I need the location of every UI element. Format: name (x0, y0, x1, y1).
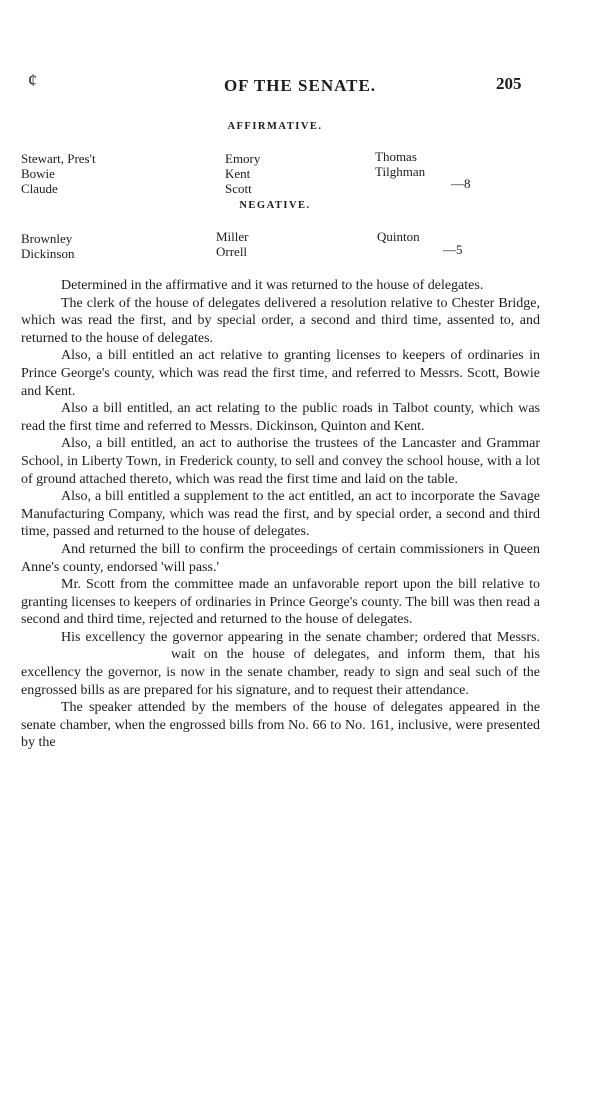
governor-text-end: wait on the house of delegates, and inform them, that his excellency the governor, is now in the senate chamber, ready to sign and seal such of the engrossed bills as are prepared for his signature, and to request their attendance. (21, 647, 540, 698)
vote-name: Bowie (21, 166, 55, 181)
vote-name: Brownley (21, 231, 73, 246)
vote-name: Quinton (377, 229, 420, 244)
vote-name: Tilghman (375, 164, 426, 179)
affirmative-tally: —8 (451, 176, 471, 191)
negative-heading: NEGATIVE. (239, 200, 311, 211)
vote-name: Dickinson (21, 246, 75, 261)
paragraph: Also a bill entitled, an act relating to the public roads in Talbot county, which was read the first time and referred to Messrs. Dickinson, Quinton and Kent. (21, 401, 540, 434)
vote-name: Thomas (375, 149, 417, 164)
vote-name: Scott (225, 181, 252, 196)
journal-text (21, 277, 540, 752)
paragraph: Determined in the affirmative and it was returned to the house of delegates. (61, 278, 484, 293)
affirmative-heading: AFFIRMATIVE. (227, 121, 323, 132)
affirmative-column-3 (375, 149, 425, 179)
negative-tally: —5 (443, 242, 463, 257)
negative-column-2 (216, 229, 249, 259)
vote-name: Claude (21, 181, 58, 196)
paragraph: And returned the bill to confirm the proceedings of certain commissioners in Queen Anne's county, endorsed 'will pass.' (21, 541, 540, 575)
governor-text-start: His excellency the governor appearing in the senate chamber; ordered that Messrs. (61, 629, 540, 645)
negative-column-3 (377, 229, 420, 244)
margin-mark: ¢ (28, 70, 37, 90)
vote-name: Miller (216, 229, 249, 244)
paragraph: Also, a bill entitled a supplement to the act entitled, an act to incorporate the Savage Manufacturing Company, which was read the first, and by special order, a second and third time, passed and returned to the house of delegates. (21, 489, 540, 540)
running-title: OF THE SENATE. (223, 76, 377, 95)
paragraph: The clerk of the house of delegates delivered a resolution relative to Chester Bridge, which was read the first, and by special order, a second and third time, assented to, and returned to the house of delegates. (21, 295, 540, 346)
vote-name: Kent (225, 166, 251, 181)
page-number: 205 (496, 74, 522, 93)
paragraph: Also, a bill entitled an act relative to granting licenses to keepers of ordinaries in Prince George's county, which was read the first time, and referred to Messrs. Scott, Bowie and Kent. (21, 348, 540, 399)
vote-name: Orrell (216, 244, 248, 259)
vote-name: Emory (225, 151, 261, 166)
affirmative-column-2 (225, 151, 260, 196)
paragraph: Also, a bill entitled, an act to authorise the trustees of the Lancaster and Grammar School, in Liberty Town, in Frederick county, to sell and convey the school house, with a lot of ground attached thereto, which was read the first time and laid on the table. (21, 436, 540, 487)
negative-column-1 (21, 231, 74, 261)
paragraph: Mr. Scott from the committee made an unfavorable report upon the bill relative to granting licenses to keepers of ordinaries in Prince George's county. The bill was then read a second and third time, rejected and returned to the house of delegates. (21, 577, 540, 628)
affirmative-column-1 (21, 151, 96, 196)
vote-name: Stewart, Pres't (21, 151, 96, 166)
final-paragraph: The speaker attended by the members of the house of delegates appeared in the senate chamber, when the engrossed bills from No. 66 to No. 161, inclusive, were presented by the (21, 700, 540, 751)
governor-paragraph (21, 629, 540, 699)
